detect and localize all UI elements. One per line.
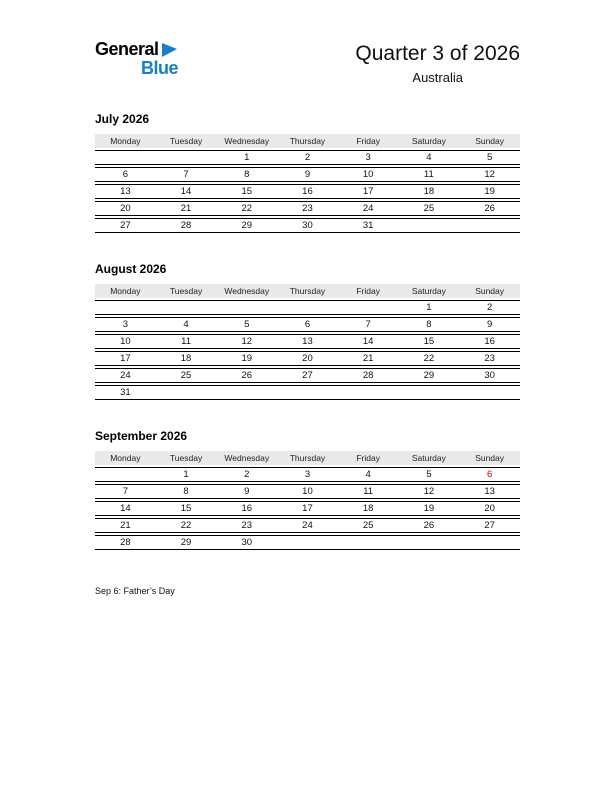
general-blue-logo	[95, 40, 178, 77]
date-cell: 17	[277, 501, 338, 516]
date-cell: 10	[277, 484, 338, 499]
quarter-title-block	[355, 40, 520, 85]
date-cell: 12	[459, 167, 520, 182]
week-row	[95, 184, 520, 199]
date-cell: 4	[156, 317, 217, 332]
empty-date-cell	[277, 300, 338, 315]
date-cell: 13	[277, 334, 338, 349]
logo-text-blue: Blue	[141, 58, 179, 78]
date-cell: 7	[95, 484, 156, 499]
date-cell: 15	[216, 184, 277, 199]
date-cell: 28	[338, 368, 399, 383]
date-cell: 4	[399, 150, 460, 165]
date-cell: 31	[95, 385, 156, 400]
date-cell: 23	[216, 518, 277, 533]
empty-date-cell	[95, 467, 156, 482]
date-cell: 3	[338, 150, 399, 165]
week-row	[95, 385, 520, 400]
week-row	[95, 167, 520, 182]
calendar-table-july	[95, 132, 520, 235]
weekday-header-row	[95, 451, 520, 465]
date-cell: 8	[399, 317, 460, 332]
weekday-header: Saturday	[399, 134, 460, 148]
date-cell: 17	[95, 351, 156, 366]
empty-date-cell	[216, 385, 277, 400]
empty-date-cell	[95, 300, 156, 315]
date-cell: 18	[338, 501, 399, 516]
weekday-header: Sunday	[459, 451, 520, 465]
empty-date-cell	[338, 385, 399, 400]
month-title: September 2026	[95, 429, 188, 443]
date-cell: 13	[95, 184, 156, 199]
date-cell: 6	[95, 167, 156, 182]
weekday-header: Monday	[95, 451, 156, 465]
weekday-header: Sunday	[459, 134, 520, 148]
weekday-header: Friday	[338, 134, 399, 148]
weekday-header: Tuesday	[156, 134, 217, 148]
calendar-table-september	[95, 449, 520, 552]
empty-date-cell	[216, 300, 277, 315]
week-row	[95, 368, 520, 383]
date-cell: 29	[399, 368, 460, 383]
date-cell: 27	[459, 518, 520, 533]
weekday-header: Thursday	[277, 284, 338, 298]
date-cell: 16	[459, 334, 520, 349]
date-cell: 25	[399, 201, 460, 216]
weekday-header: Wednesday	[216, 134, 277, 148]
weekday-header-row	[95, 134, 520, 148]
date-cell: 6	[277, 317, 338, 332]
date-cell: 24	[95, 368, 156, 383]
date-cell: 1	[156, 467, 217, 482]
date-cell: 4	[338, 467, 399, 482]
date-cell: 9	[216, 484, 277, 499]
date-cell: 29	[216, 218, 277, 233]
week-row	[95, 218, 520, 233]
date-cell: 25	[156, 368, 217, 383]
date-cell: 12	[216, 334, 277, 349]
date-cell: 30	[216, 535, 277, 550]
date-cell: 8	[216, 167, 277, 182]
empty-date-cell	[156, 385, 217, 400]
date-cell: 15	[399, 334, 460, 349]
week-row	[95, 317, 520, 332]
date-cell: 14	[156, 184, 217, 199]
date-cell: 2	[459, 300, 520, 315]
empty-date-cell	[399, 385, 460, 400]
logo-text-general: General	[95, 39, 159, 59]
week-row	[95, 484, 520, 499]
date-cell: 11	[338, 484, 399, 499]
empty-date-cell	[95, 150, 156, 165]
date-cell: 12	[399, 484, 460, 499]
date-cell: 21	[156, 201, 217, 216]
date-cell: 27	[95, 218, 156, 233]
week-row	[95, 467, 520, 482]
date-cell: 5	[459, 150, 520, 165]
date-cell: 20	[459, 501, 520, 516]
page-header	[95, 40, 520, 85]
weekday-header: Saturday	[399, 451, 460, 465]
month-title: August 2026	[95, 262, 167, 276]
date-cell: 11	[156, 334, 217, 349]
date-cell: 19	[399, 501, 460, 516]
quarter-title: Quarter 3 of 2026	[355, 42, 520, 65]
logo-triangle-icon	[162, 43, 177, 57]
date-cell: 17	[338, 184, 399, 199]
date-cell: 26	[216, 368, 277, 383]
date-cell: 26	[399, 518, 460, 533]
date-cell: 11	[399, 167, 460, 182]
empty-date-cell	[277, 535, 338, 550]
weekday-header: Wednesday	[216, 451, 277, 465]
date-cell: 18	[399, 184, 460, 199]
date-cell: 3	[277, 467, 338, 482]
date-cell: 19	[459, 184, 520, 199]
date-cell: 31	[338, 218, 399, 233]
date-cell: 2	[216, 467, 277, 482]
empty-date-cell	[459, 535, 520, 550]
logo-line-1	[95, 40, 178, 58]
calendar-table-august	[95, 282, 520, 402]
weekday-header: Friday	[338, 284, 399, 298]
weekday-header: Monday	[95, 134, 156, 148]
date-cell: 15	[156, 501, 217, 516]
date-cell: 18	[156, 351, 217, 366]
date-cell: 20	[277, 351, 338, 366]
date-cell: 5	[216, 317, 277, 332]
date-cell: 5	[399, 467, 460, 482]
country-subtitle: Australia	[412, 70, 463, 85]
week-row	[95, 535, 520, 550]
weekday-header: Monday	[95, 284, 156, 298]
month-section-august	[95, 262, 520, 402]
date-cell: 25	[338, 518, 399, 533]
date-cell: 13	[459, 484, 520, 499]
date-cell: 23	[459, 351, 520, 366]
weekday-header-row	[95, 284, 520, 298]
date-cell: 14	[338, 334, 399, 349]
week-row	[95, 334, 520, 349]
date-cell: 9	[277, 167, 338, 182]
date-cell: 22	[216, 201, 277, 216]
date-cell: 28	[95, 535, 156, 550]
date-cell: 14	[95, 501, 156, 516]
date-cell: 29	[156, 535, 217, 550]
week-row	[95, 501, 520, 516]
date-cell: 30	[459, 368, 520, 383]
weekday-header: Tuesday	[156, 284, 217, 298]
weekday-header: Friday	[338, 451, 399, 465]
date-cell: 26	[459, 201, 520, 216]
empty-date-cell	[399, 535, 460, 550]
date-cell: 30	[277, 218, 338, 233]
weekday-header: Thursday	[277, 134, 338, 148]
date-cell: 2	[277, 150, 338, 165]
empty-date-cell	[338, 300, 399, 315]
weekday-header: Sunday	[459, 284, 520, 298]
empty-date-cell	[156, 150, 217, 165]
month-section-september	[95, 429, 520, 552]
date-cell: 1	[399, 300, 460, 315]
weekday-header: Thursday	[277, 451, 338, 465]
date-cell: 16	[277, 184, 338, 199]
empty-date-cell	[277, 385, 338, 400]
week-row	[95, 300, 520, 315]
week-row	[95, 150, 520, 165]
month-section-july	[95, 112, 520, 235]
holiday-footnote: Sep 6: Father’s Day	[95, 586, 175, 596]
date-cell: 23	[277, 201, 338, 216]
date-cell: 3	[95, 317, 156, 332]
date-cell: 6	[459, 467, 520, 482]
month-title: July 2026	[95, 112, 150, 126]
date-cell: 28	[156, 218, 217, 233]
week-row	[95, 201, 520, 216]
date-cell: 24	[277, 518, 338, 533]
weekday-header: Saturday	[399, 284, 460, 298]
date-cell: 7	[338, 317, 399, 332]
weekday-header: Wednesday	[216, 284, 277, 298]
empty-date-cell	[459, 218, 520, 233]
date-cell: 1	[216, 150, 277, 165]
date-cell: 24	[338, 201, 399, 216]
date-cell: 21	[338, 351, 399, 366]
date-cell: 22	[399, 351, 460, 366]
date-cell: 22	[156, 518, 217, 533]
date-cell: 8	[156, 484, 217, 499]
date-cell: 19	[216, 351, 277, 366]
week-row	[95, 518, 520, 533]
empty-date-cell	[338, 535, 399, 550]
date-cell: 27	[277, 368, 338, 383]
empty-date-cell	[459, 385, 520, 400]
week-row	[95, 351, 520, 366]
date-cell: 21	[95, 518, 156, 533]
date-cell: 7	[156, 167, 217, 182]
date-cell: 20	[95, 201, 156, 216]
date-cell: 9	[459, 317, 520, 332]
date-cell: 10	[95, 334, 156, 349]
empty-date-cell	[399, 218, 460, 233]
weekday-header: Tuesday	[156, 451, 217, 465]
date-cell: 10	[338, 167, 399, 182]
date-cell: 16	[216, 501, 277, 516]
empty-date-cell	[156, 300, 217, 315]
